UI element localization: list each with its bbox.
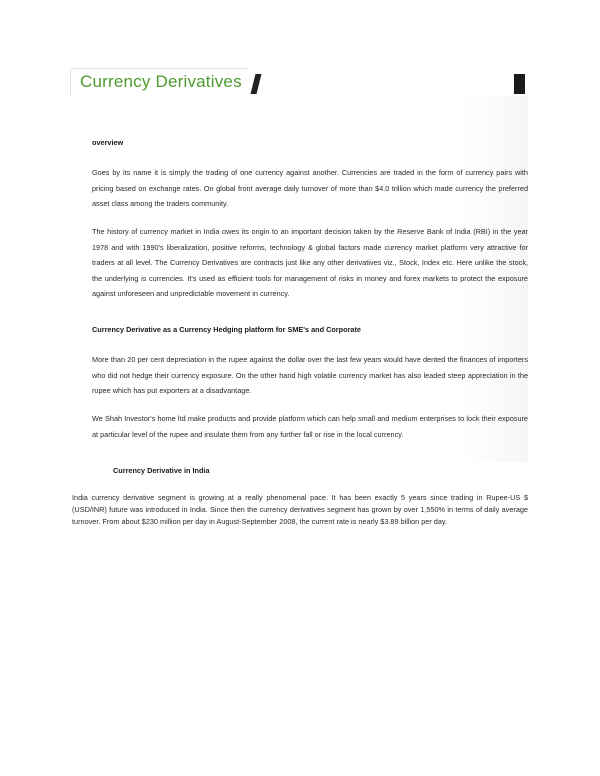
hedging-paragraph-2: We Shah Investor's home ltd make products and provide platform which can help small and medium enterprises to lock their exposure at particular level of the rupee and insulate them from any further fall or rise in the local currency. — [92, 414, 528, 439]
decorative-slash-mark — [251, 74, 262, 94]
page-title: Currency Derivatives — [80, 72, 242, 91]
overview-heading: overview — [92, 138, 124, 147]
overview-paragraph-2: The history of currency market in India owes its origin to an important decision taken by the Reserve Bank of India (RBI) in the year 1978 and with 1990's liberalization, positive reforms, technology & global factors made currency market platform very attractive for traders at all level. The Currency Derivatives are contracts just like any other derivatives viz., Stock, Index etc. Here unlike the stock, the underlying is currencies. It's used as efficient tools for management of risks in money and forex markets to protect the exposure against unforeseen and unpredictable movement in currency. — [92, 227, 528, 299]
india-heading: Currency Derivative in India — [113, 466, 210, 475]
hedging-heading: Currency Derivative as a Currency Hedging platform for SME's and Corporate — [92, 325, 361, 334]
decorative-corner-mark — [514, 74, 525, 94]
overview-paragraph-1: Goes by its name it is simply the trading of one currency against another. Currencies are traded in the form of currency pairs with pricing based on exchange rates. On global front average daily turnover of more than $4.0 trillion which made currency the preferred asset class among the traders community. — [92, 168, 528, 209]
hedging-paragraph-1: More than 20 per cent depreciation in the rupee against the dollar over the last few years would have dented the finances of importers who did not hedge their currency exposure. On the other hand high volatile currency market has also leaded steep appreciation in the rupee which has put exporters at a disadvantage. — [92, 355, 528, 396]
india-paragraph: India currency derivative segment is growing at a really phenomenal pace. It has been exactly 5 years since trading in Rupee-US $ (USD/INR) future was introduced in India. Since then the currency derivatives segment has grown by over 1,550% in terms of daily average turnover. From about $230 million per day in August-September 2008, the current rate is nearly $3.89 billion per day. — [72, 493, 528, 526]
